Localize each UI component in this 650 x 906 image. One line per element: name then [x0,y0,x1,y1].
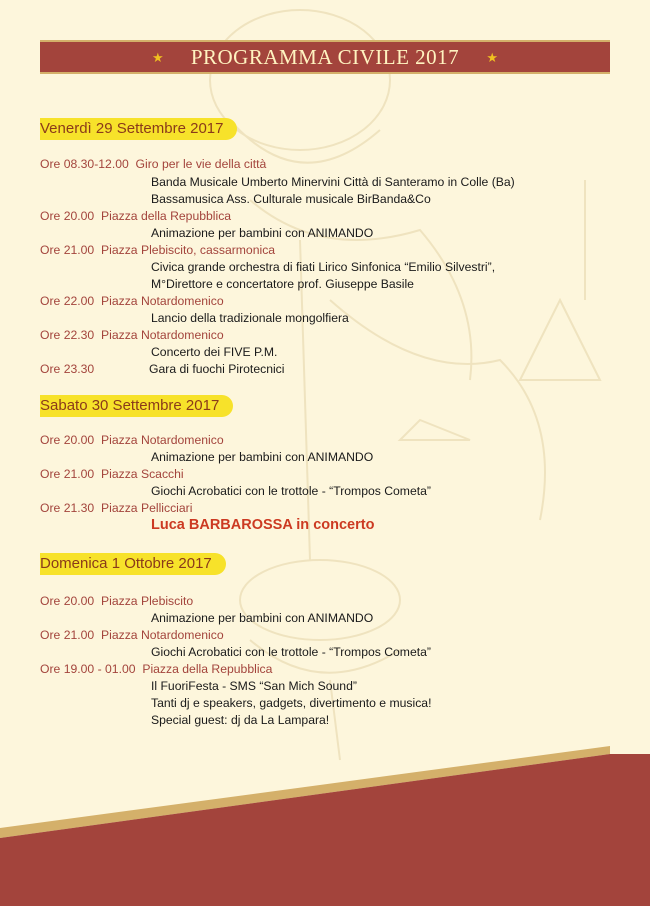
event-row [40,361,94,377]
event-description: Giochi Acrobatici con le trottole - “Trompos Cometa” [151,484,431,498]
event-description: Banda Musicale Umberto Minervini Città di Santeramo in Colle (Ba) [151,175,515,189]
event-place: Piazza Pellicciari [100,501,193,515]
event-description: Giochi Acrobatici con le trottole - “Trompos Cometa” [151,645,431,659]
decorative-footer-band [0,746,650,906]
event-description: Concerto dei FIVE P.M. [151,345,278,359]
event-time: Ore 21.00 [40,628,95,642]
event-time: Ore 22.00 [40,294,95,308]
event-row [40,466,184,482]
day-heading: Sabato 30 Settembre 2017 [40,395,233,417]
star-icon: ★ [486,50,498,65]
event-row [40,293,224,309]
event-place: Piazza Plebiscito [100,594,194,608]
event-row [40,208,231,224]
event-row [40,627,224,643]
event-description: Il FuoriFesta - SMS “San Mich Sound” [151,679,357,693]
event-description: M°Direttore e concertatore prof. Giuseppe Basile [151,277,414,291]
event-row [40,242,275,258]
event-place: Piazza Plebiscito, cassarmonica [100,243,276,257]
event-row [40,432,224,448]
event-description: Bassamusica Ass. Culturale musicale BirBanda&Co [151,192,431,206]
event-time: Ore 08.30-12.00 [40,157,129,171]
event-place: Giro per le vie della città [135,157,267,171]
event-row [40,500,192,516]
event-time: Ore 20.00 [40,594,95,608]
event-row [40,661,272,677]
event-place: Piazza Scacchi [100,467,184,481]
event-place: Piazza della Repubblica [100,209,232,223]
page-title: PROGRAMMA CIVILE 2017 [190,44,460,69]
event-row [40,593,193,609]
event-time: Ore 22.30 [40,328,95,342]
event-description: Special guest: dj da La Lampara! [151,713,330,727]
event-place: Piazza Notardomenico [100,433,224,447]
event-description: Lancio della tradizionale mongolfiera [151,311,349,325]
event-place: Piazza Notardomenico [100,294,224,308]
event-description: Animazione per bambini con ANIMANDO [151,611,374,625]
day-heading: Venerdì 29 Settembre 2017 [40,118,237,140]
event-description: Animazione per bambini con ANIMANDO [151,226,374,240]
event-place: Piazza Notardomenico [100,628,224,642]
event-row [40,156,266,172]
event-place: Piazza Notardomenico [100,328,224,342]
event-time: Ore 23.30 [40,362,95,376]
event-time: Ore 20.00 [40,209,95,223]
event-time: Ore 21.30 [40,501,95,515]
headliner-text: Luca BARBAROSSA in concerto [151,517,375,533]
event-row [40,327,224,343]
event-description: Tanti dj e speakers, gadgets, divertimento e musica! [151,696,432,710]
event-description: Civica grande orchestra di fiati Lirico Sinfonica “Emilio Silvestri”, [151,260,496,274]
event-time: Ore 21.00 [40,467,95,481]
event-description: Gara di fuochi Pirotecnici [149,362,285,376]
event-time: Ore 19.00 - 01.00 [40,662,136,676]
event-time: Ore 21.00 [40,243,95,257]
star-icon: ★ [152,50,164,65]
event-description: Animazione per bambini con ANIMANDO [151,450,374,464]
day-heading: Domenica 1 Ottobre 2017 [40,553,226,575]
event-time: Ore 20.00 [40,433,95,447]
event-place: Piazza della Repubblica [142,662,273,676]
title-banner [40,40,610,74]
